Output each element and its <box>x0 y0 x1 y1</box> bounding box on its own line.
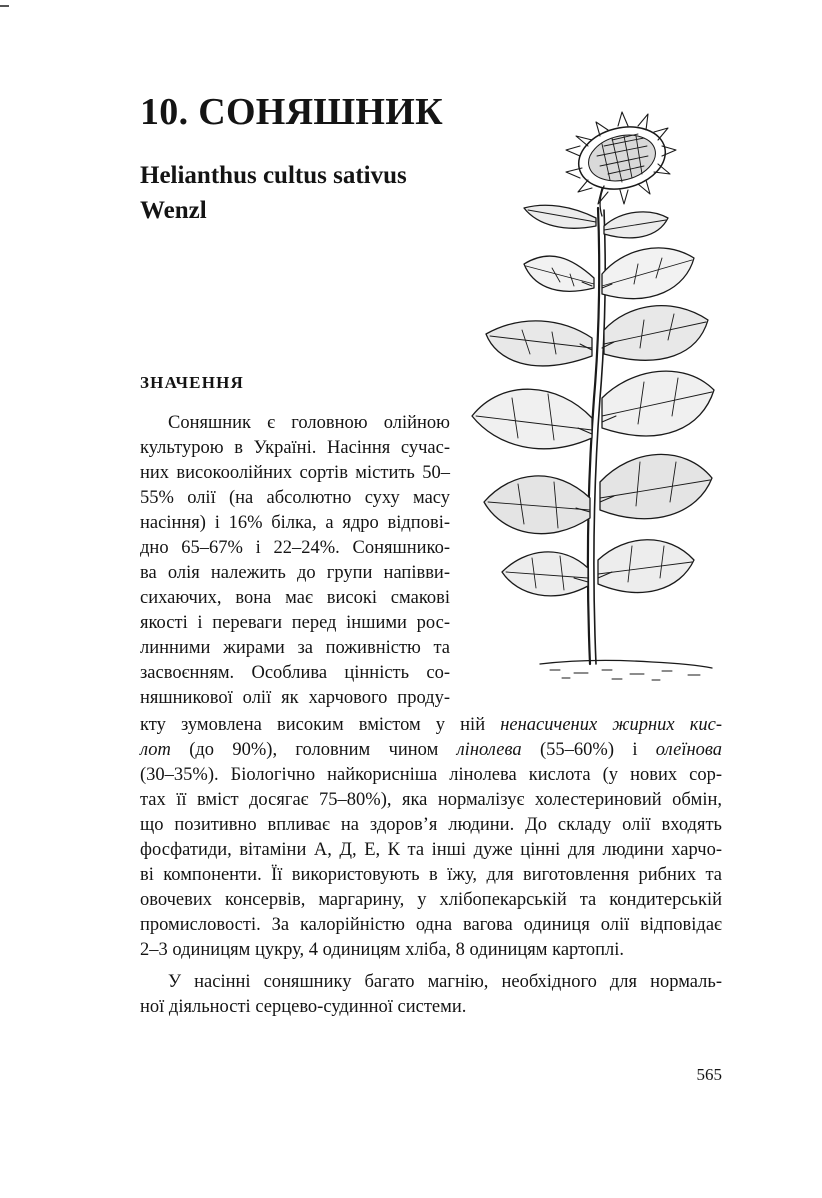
body-line-19: ві компоненти. Її використовують в їжу, для виготовлення рибних та <box>140 865 722 885</box>
body-line-24: ної діяльності серцево-судинної системи. <box>140 997 467 1017</box>
term-linoleic: лінолева <box>456 740 522 760</box>
body-line-13-text: кту зумовлена високим вмістом у ній <box>140 715 486 735</box>
body-line-23: У насінні соняшнику багато магнію, необхідного для нормаль- <box>168 972 722 992</box>
body-line-11: засвоєнням. Особлива цінність со- <box>140 663 450 683</box>
body-line-21: промисловості. За калорійністю одна вагова одиниця олії відповідає <box>140 915 722 935</box>
body-line-1: Соняшник є головною олійною <box>168 413 450 433</box>
term-unsaturated-acids-end: лот <box>140 740 171 760</box>
body-line-13 <box>140 713 722 737</box>
body-line-18: фосфатиди, вітаміни А, Д, Е, К та інші дуже цінні для людини харчо- <box>140 840 722 860</box>
flower-head <box>566 112 676 216</box>
latin-name-line-1: Helianthus cultus sativus <box>140 162 407 189</box>
term-unsaturated-acids: ненасичених жирних кис- <box>500 715 723 735</box>
chapter-title: 10. СОНЯШНИК <box>140 91 443 133</box>
body-line-16: тах її вміст досягає 75–80%), яка нормалізує холестериновий обмін, <box>140 790 722 810</box>
body-line-12: няшникової олії як харчового проду- <box>140 688 450 708</box>
body-line-14-text-a: (до 90%), головним чином <box>189 740 439 760</box>
body-line-14 <box>140 738 722 762</box>
body-line-14-text-b: (55–60%) і <box>540 740 638 760</box>
latin-name-line-2: Wenzl <box>140 197 207 224</box>
body-line-2: культурою в Україні. Насіння сучас- <box>140 438 450 458</box>
sunflower-illustration <box>462 98 724 698</box>
body-line-15: (30–35%). Біологічно найкорисніша лінолева кислота (у нових сор- <box>140 765 722 785</box>
section-heading: ЗНАЧЕННЯ <box>140 373 245 392</box>
body-line-4: 55% олії (на абсолютно суху масу <box>140 488 450 508</box>
body-line-22: 2–3 одиницям цукру, 4 одиницям хліба, 8 одиницям картоплі. <box>140 940 625 960</box>
body-line-10: линними жирами за поживністю та <box>140 638 450 658</box>
latin-name <box>140 158 470 228</box>
body-line-17: що позитивно впливає на здоров’я людини. До складу олії входять <box>140 815 722 835</box>
body-line-6: дно 65–67% і 22–24%. Соняшнико- <box>140 538 450 558</box>
body-line-20: овочевих консервів, маргарину, у хлібопекарській та кондитерській <box>140 890 722 910</box>
body-line-8: сихаючих, вона має високі смакові <box>140 588 450 608</box>
body-line-3: них високоолійних сортів містить 50– <box>140 463 450 483</box>
page-number: 565 <box>696 1065 722 1084</box>
body-line-5: насіння) і 16% білка, а ядро відпові- <box>140 513 450 533</box>
scan-corner-mark <box>0 5 9 7</box>
body-line-7: ва олія належить до групи напівви- <box>140 563 450 583</box>
term-oleic: олеїнова <box>655 740 723 760</box>
body-line-9: якості і переваги перед іншими рос- <box>140 613 450 633</box>
